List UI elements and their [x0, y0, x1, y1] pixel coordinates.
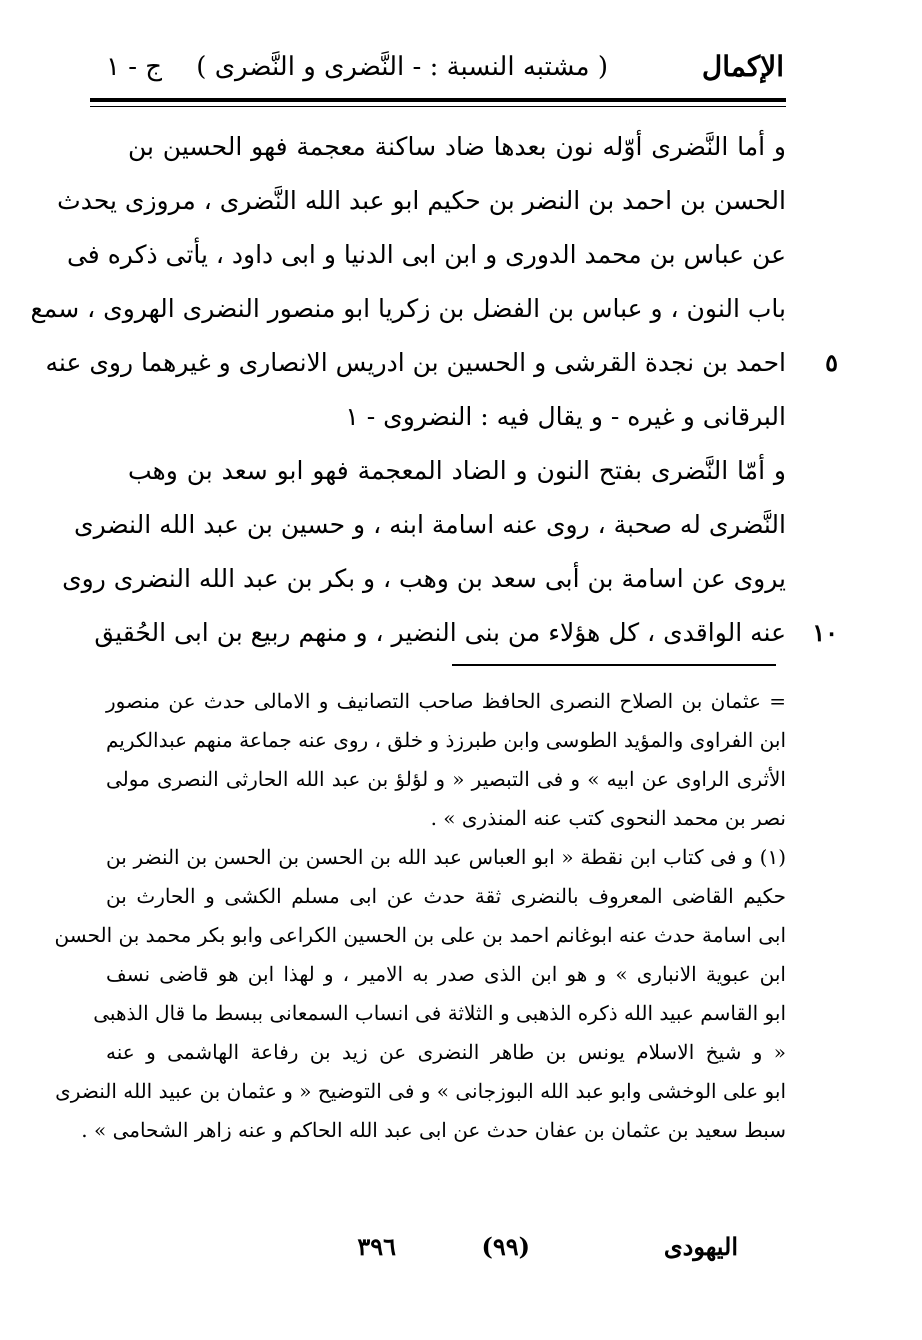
footnote-line: ابن الفراوى والمؤيد الطوسى وابن طبرزذ و خلق ، روى عنه جماعة منهم عبدالكريم	[106, 728, 786, 752]
header-rule-thick	[90, 98, 786, 102]
main-text-line: باب النون ، و عباس بن الفضل بن زكريا ابو منصور النضرى الهروى ، سمع	[30, 294, 786, 323]
main-text-line: و أمّا النَّضرى بفتح النون و الضاد المعجمة فهو ابو سعد بن وهب	[128, 456, 786, 485]
main-text-line-with-number	[45, 336, 838, 390]
footnote-line: ابو على الوخشى وابو عبد الله البوزجانى » و فى التوضيح « و عثمان بن عبيد الله النضرى	[55, 1079, 786, 1103]
footnote-line: = عثمان بن الصلاح النصرى الحافظ صاحب التصانيف و الامالى حدث عن منصور	[106, 689, 786, 713]
main-text-line: النَّضرى له صحبة ، روى عنه اسامة ابنه ، و حسين بن عبد الله النضرى	[74, 510, 786, 539]
main-text-line: البرقانى و غيره - و يقال فيه : النضروى - ١	[345, 402, 786, 431]
page-footer	[120, 1232, 760, 1272]
section-subject: ( مشتبه النسبة : - النَّضرى و النَّضرى )	[196, 52, 608, 82]
line-number: ٥	[825, 348, 838, 377]
page-number: ٣٩٦	[357, 1232, 396, 1261]
publisher-mark: اليهودى	[663, 1232, 738, 1261]
main-text-line: و أما النَّضرى أوّله نون بعدها ضاد ساكنة معجمة فهو الحسين بن	[128, 132, 786, 161]
main-text	[30, 120, 838, 660]
footnote-line: (١) و فى كتاب ابن نقطة « ابو العباس عبد الله بن الحسن بن الحسن بن النضر بن	[106, 845, 786, 869]
footnote-line: ابى اسامة حدث عنه ابوغانم احمد بن على بن الحسين الكراعى وابو بكر محمد بن الحسن	[54, 923, 786, 947]
main-text-line: الحسن بن احمد بن النضر بن حكيم ابو عبد الله النَّضرى ، مروزى يحدث	[57, 186, 786, 215]
main-text-line-with-number	[94, 606, 838, 660]
sheet-number: (٩٩)	[481, 1232, 530, 1261]
line-number: ١٠	[812, 618, 838, 647]
page-header	[92, 46, 784, 98]
footnote-line: الأثرى الراوى عن ابيه » و فى التبصير « و لؤلؤ بن عبد الله الحارثى النصرى مولى	[106, 767, 786, 791]
main-text-line: عنه الواقدى ، كل هؤلاء من بنى النضير ، و منهم ربيع بن ابى الحُقيق	[94, 618, 786, 647]
footnote-line: ابو القاسم عبيد الله ذكره الذهبى و الثلاثة فى انساب السمعانى ببسط ما قال الذهبى	[93, 1001, 786, 1025]
footnote-separator	[452, 664, 776, 666]
volume-number: ج - ١	[106, 52, 163, 82]
main-text-line: احمد بن نجدة القرشى و الحسين بن ادريس الانصارى و غيرهما روى عنه	[45, 348, 786, 377]
main-text-line: يروى عن اسامة بن أبى سعد بن وهب ، و بكر بن عبد الله النضرى روى	[62, 564, 786, 593]
footnote-line: سبط سعيد بن عثمان بن عفان حدث عن ابى عبد الله الحاكم و عنه زاهر الشحامى » .	[81, 1118, 786, 1142]
footnote-line: ابن عبوية الانبارى » و هو ابن الذى صدر به الامير ، و لهذا ابن هو قاضى نسف	[106, 962, 786, 986]
book-title: الإكمال	[701, 50, 784, 83]
footnote-line: « و شيخ الاسلام يونس بن طاهر النضرى عن زيد بن رفاعة الهاشمى و عنه	[106, 1040, 786, 1064]
footnote-line: حكيم القاضى المعروف بالنضرى ثقة حدث عن ابى مسلم الكشى و الحارث بن	[106, 884, 786, 908]
footnotes	[54, 682, 786, 1150]
main-text-line: عن عباس بن محمد الدورى و ابن ابى الدنيا و ابى داود ، يأتى ذكره فى	[66, 240, 786, 269]
header-rule-thin	[90, 106, 786, 107]
footnote-line: نصر بن محمد النحوى كتب عنه المنذرى » .	[430, 806, 786, 830]
